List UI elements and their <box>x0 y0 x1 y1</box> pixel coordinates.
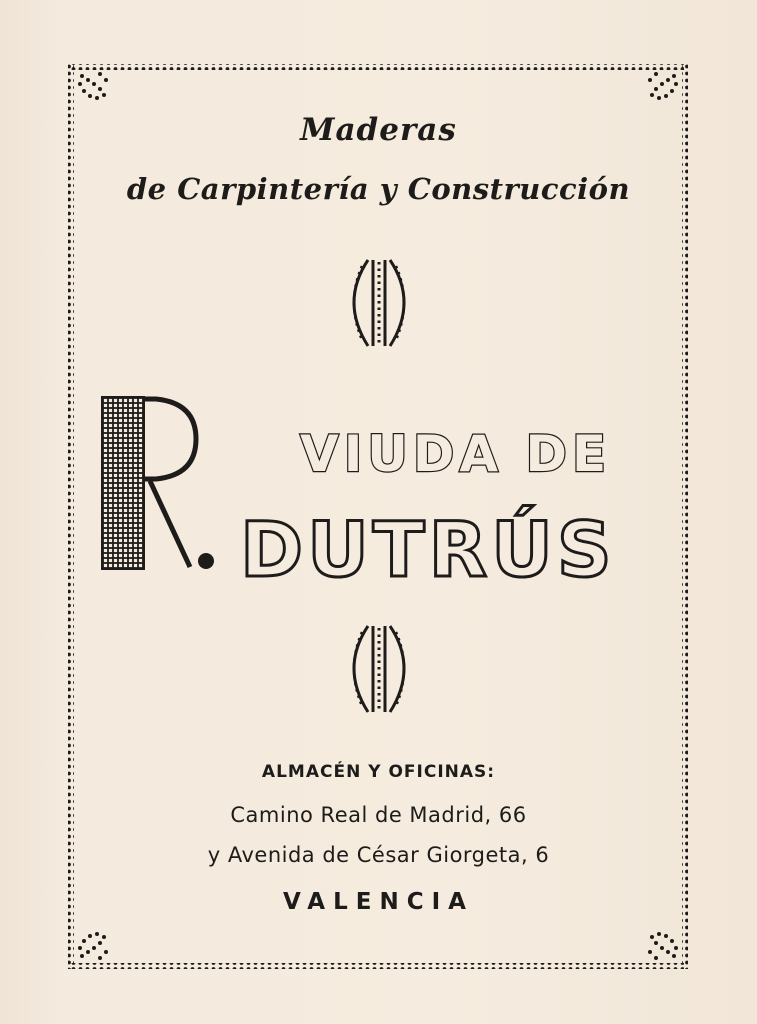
address-city: VALENCIA <box>283 889 474 915</box>
logo-line-2: DUTRÚS <box>240 505 616 594</box>
address-street-2: y Avenida de César Giorgeta, 6 <box>207 843 550 867</box>
address-label: ALMACÉN Y OFICINAS: <box>261 762 496 782</box>
lens-ornament-bottom <box>354 626 404 712</box>
corner-ornament-top-right <box>648 72 678 100</box>
heading-line-1: Maderas <box>300 112 457 148</box>
corner-ornament-top-left <box>78 72 108 100</box>
logo-r-monogram <box>98 393 218 573</box>
lens-ornament-top <box>354 260 404 346</box>
heading-line-2: de Carpintería y Construcción <box>126 172 631 206</box>
address-street-1: Camino Real de Madrid, 66 <box>230 803 527 827</box>
corner-ornament-bottom-right <box>648 932 678 960</box>
logo-line-1: VIUDA DE <box>300 425 612 483</box>
corner-ornament-bottom-left <box>78 932 108 960</box>
